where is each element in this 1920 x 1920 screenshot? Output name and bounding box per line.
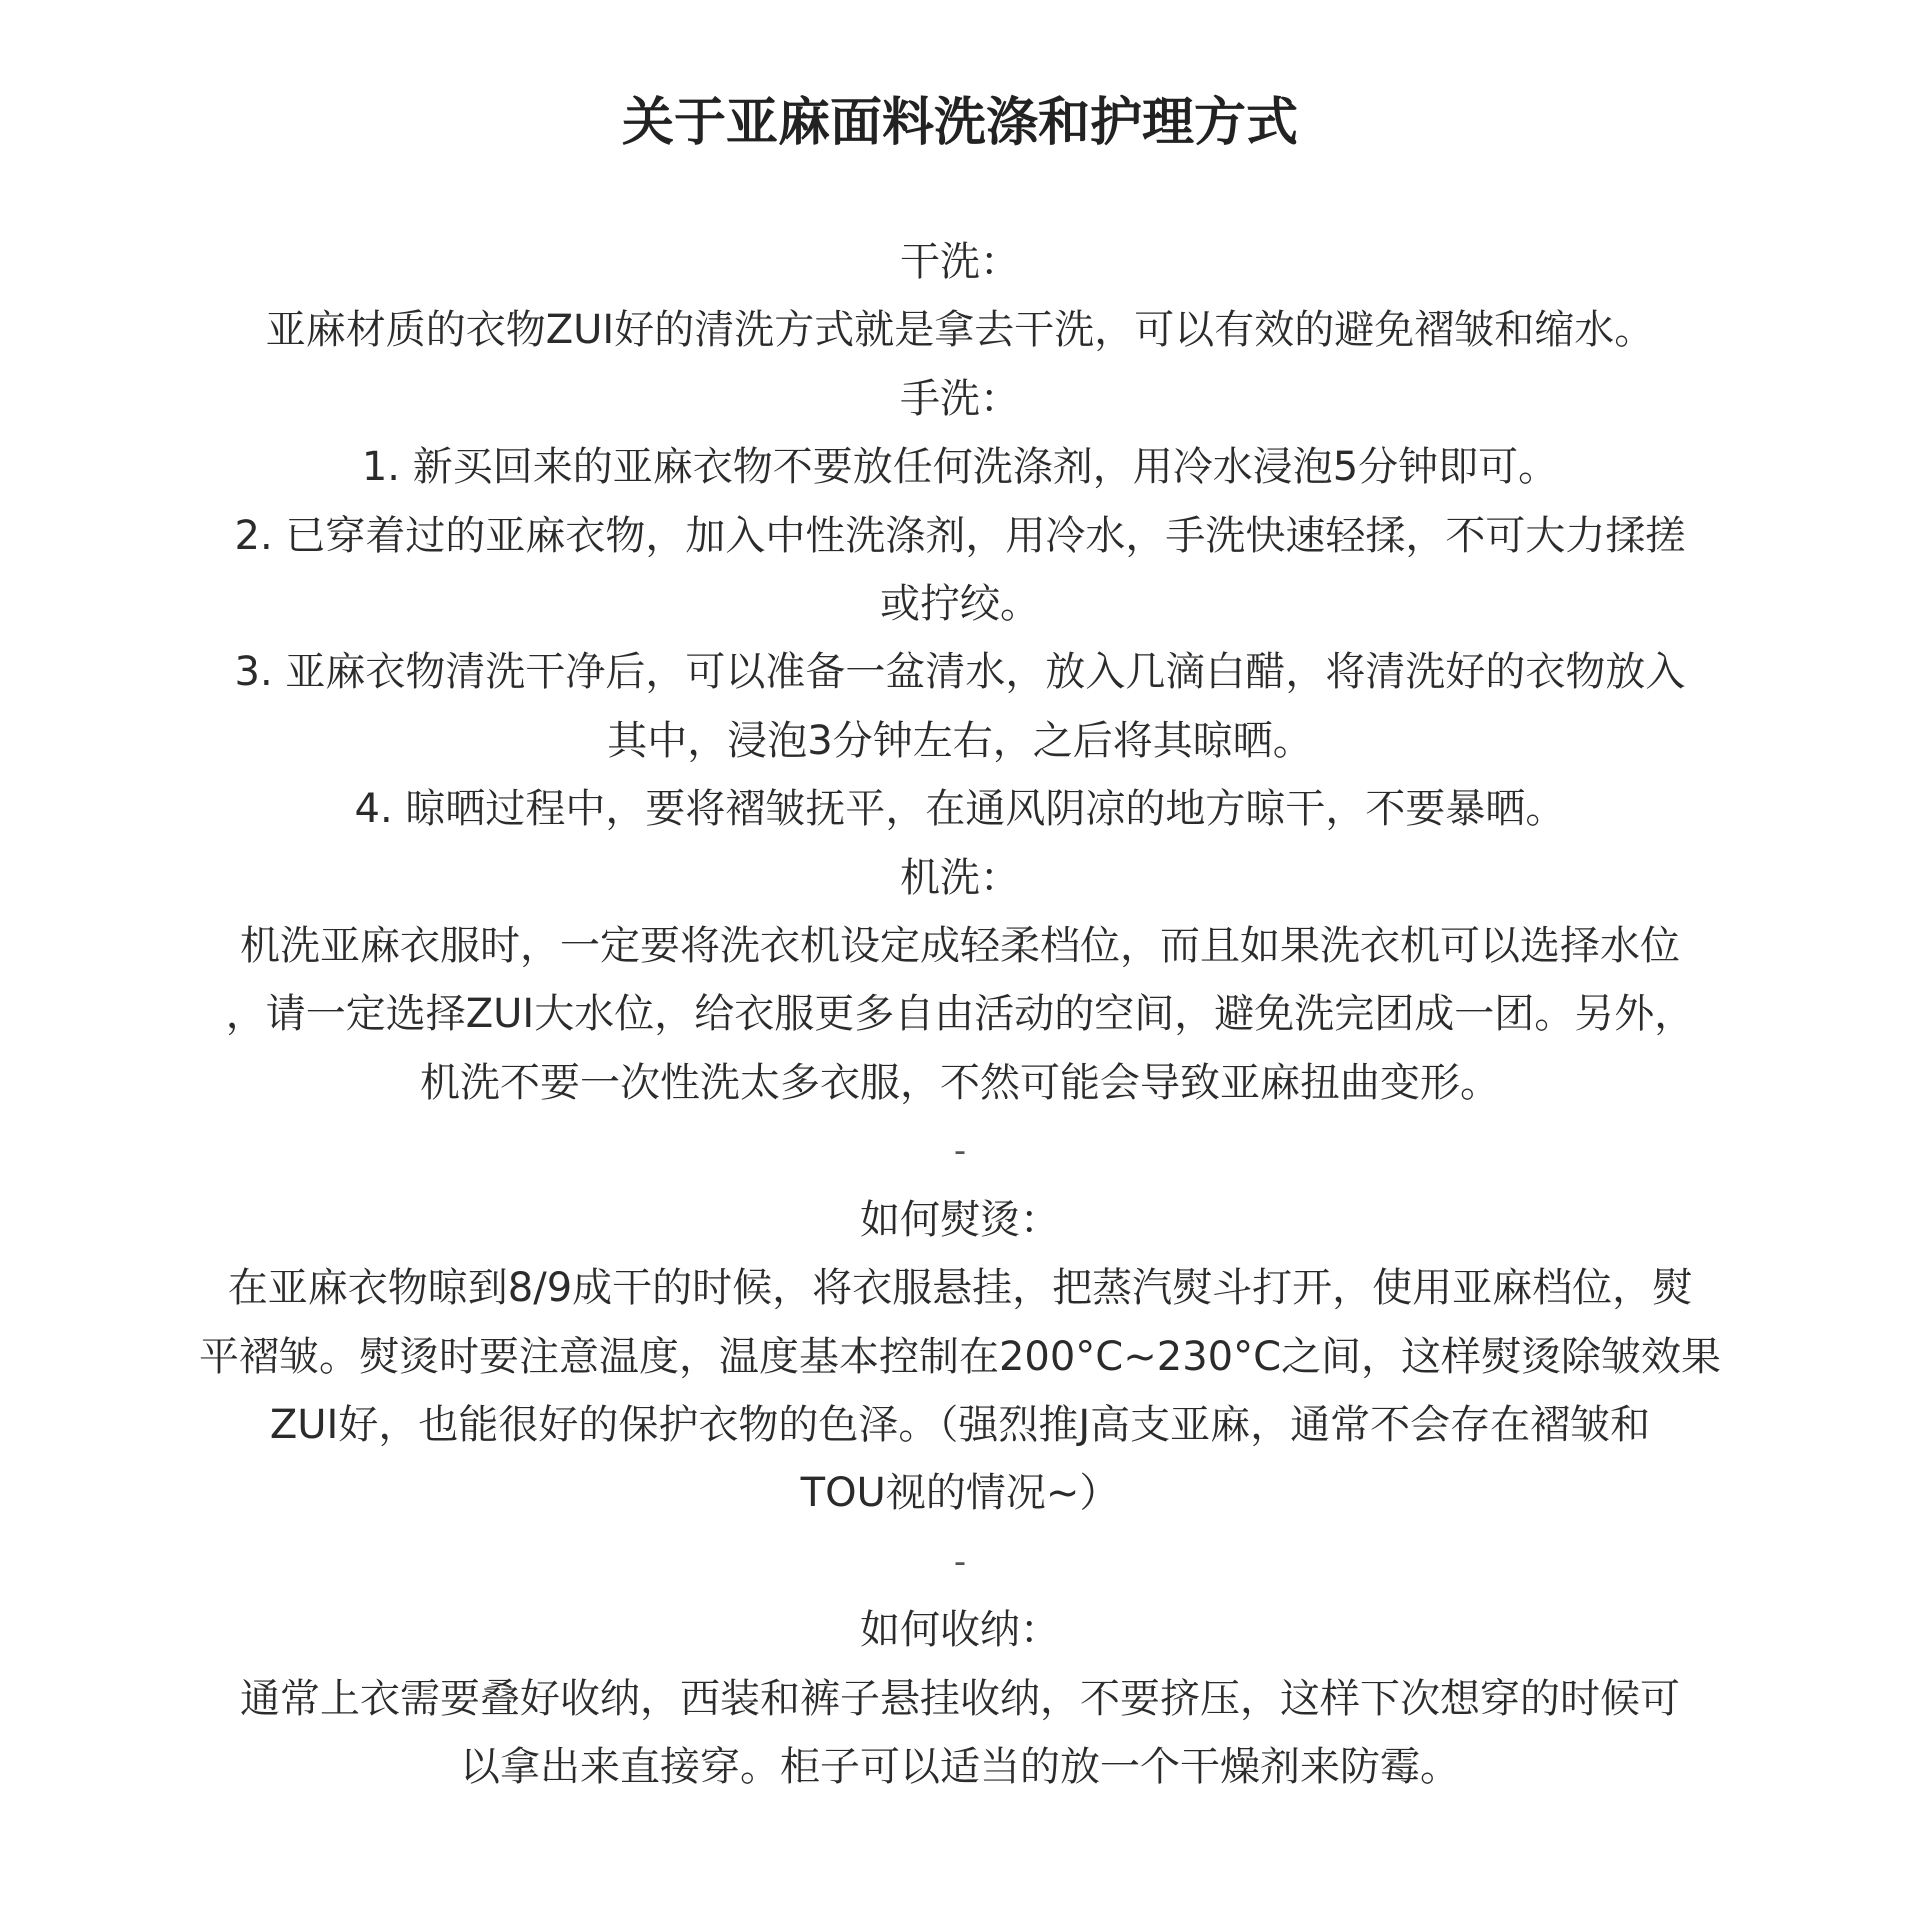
section-heading-hand-wash: 手洗： — [900, 375, 1020, 422]
machine-wash-text: 机洗亚麻衣服时，一定要将洗衣机设定成轻柔档位，而且如果洗衣机可以选择水位 — [240, 923, 1680, 970]
ironing-text-end: TOU视的情况~） — [800, 1470, 1120, 1517]
care-instructions-body — [70, 228, 1850, 1801]
ironing-text-cont: 平褶皱。熨烫时要注意温度，温度基本控制在200°C~230°C之间，这样熨烫除皱效果 — [198, 1333, 1722, 1380]
section-heading-ironing: 如何熨烫： — [860, 1196, 1060, 1243]
page-title: 关于亚麻面料洗涤和护理方式 — [621, 93, 1298, 153]
dry-clean-text: 亚麻材质的衣物ZUI好的清洗方式就是拿去干洗，可以有效的避免褶皱和缩水。 — [265, 307, 1655, 354]
section-divider: - — [953, 1131, 967, 1172]
storage-text-end: 以拿出来直接穿。柜子可以适当的放一个干燥剂来防霉。 — [460, 1743, 1460, 1790]
hand-wash-step-4: 4. 晾晒过程中，要将褶皱抚平，在通风阴凉的地方晾干，不要暴晒。 — [354, 786, 1566, 833]
hand-wash-step-2: 2. 已穿着过的亚麻衣物，加入中性洗涤剂，用冷水，手洗快速轻揉，不可大力揉搓 — [234, 512, 1686, 559]
ironing-text-cont-2: ZUI好，也能很好的保护衣物的色泽。（强烈推J高支亚麻，通常不会存在褶皱和 — [269, 1401, 1651, 1448]
hand-wash-step-1: 1. 新买回来的亚麻衣物不要放任何洗涤剂，用冷水浸泡5分钟即可。 — [361, 444, 1559, 491]
section-heading-machine-wash: 机洗： — [900, 854, 1020, 901]
section-divider: - — [953, 1541, 967, 1582]
ironing-text: 在亚麻衣物晾到8/9成干的时候，将衣服悬挂，把蒸汽熨斗打开，使用亚麻档位，熨 — [227, 1265, 1693, 1312]
section-heading-storage: 如何收纳： — [860, 1607, 1060, 1654]
storage-text: 通常上衣需要叠好收纳，西装和裤子悬挂收纳，不要挤压，这样下次想穿的时候可 — [240, 1675, 1680, 1722]
hand-wash-step-3: 3. 亚麻衣物清洗干净后，可以准备一盆清水，放入几滴白醋，将清洗好的衣物放入 — [234, 649, 1686, 696]
section-heading-dry-clean: 干洗： — [900, 239, 1020, 285]
machine-wash-text-end: 机洗不要一次性洗太多衣服，不然可能会导致亚麻扭曲变形。 — [420, 1059, 1500, 1106]
hand-wash-step-2-cont: 或拧绞。 — [880, 581, 1040, 628]
hand-wash-step-3-cont: 其中，浸泡3分钟左右，之后将其晾晒。 — [607, 717, 1313, 764]
machine-wash-text-cont: ，请一定选择ZUI大水位，给衣服更多自由活动的空间，避免洗完团成一团。另外， — [225, 991, 1695, 1038]
